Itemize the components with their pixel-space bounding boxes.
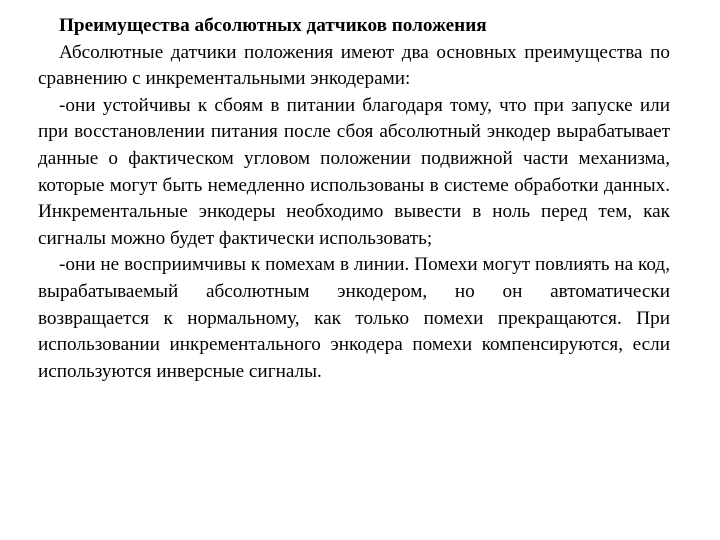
intro-paragraph: Абсолютные датчики положения имеют два основных преимущества по сравнению с инкрементальными энкодерами:: [38, 41, 670, 90]
text-block: [38, 13, 670, 385]
advantage-power-paragraph: -они устойчивы к сбоям в питании благодаря тому, что при запуске или при восстановлении питания после сбоя абсолютный энкодер вырабатывает данные о фактическом угловом положении подвижной части механизма, которые могут быть немедленно использованы в системе обработки данных. Инкрементальные энкодеры необходимо вывести в ноль перед тем, как сигналы можно будет фактически использовать;: [38, 94, 670, 249]
slide-title: Преимущества абсолютных датчиков положения: [59, 15, 487, 36]
advantage-noise-paragraph: -они не восприимчивы к помехам в линии. Помехи могут повлиять на код, вырабатываемый абсолютным энкодером, но он автоматически возвращается к нормальному, как только помехи прекращаются. При использовании инкрементального энкодера помехи компенсируются, если используются инверсные сигналы.: [38, 254, 670, 382]
